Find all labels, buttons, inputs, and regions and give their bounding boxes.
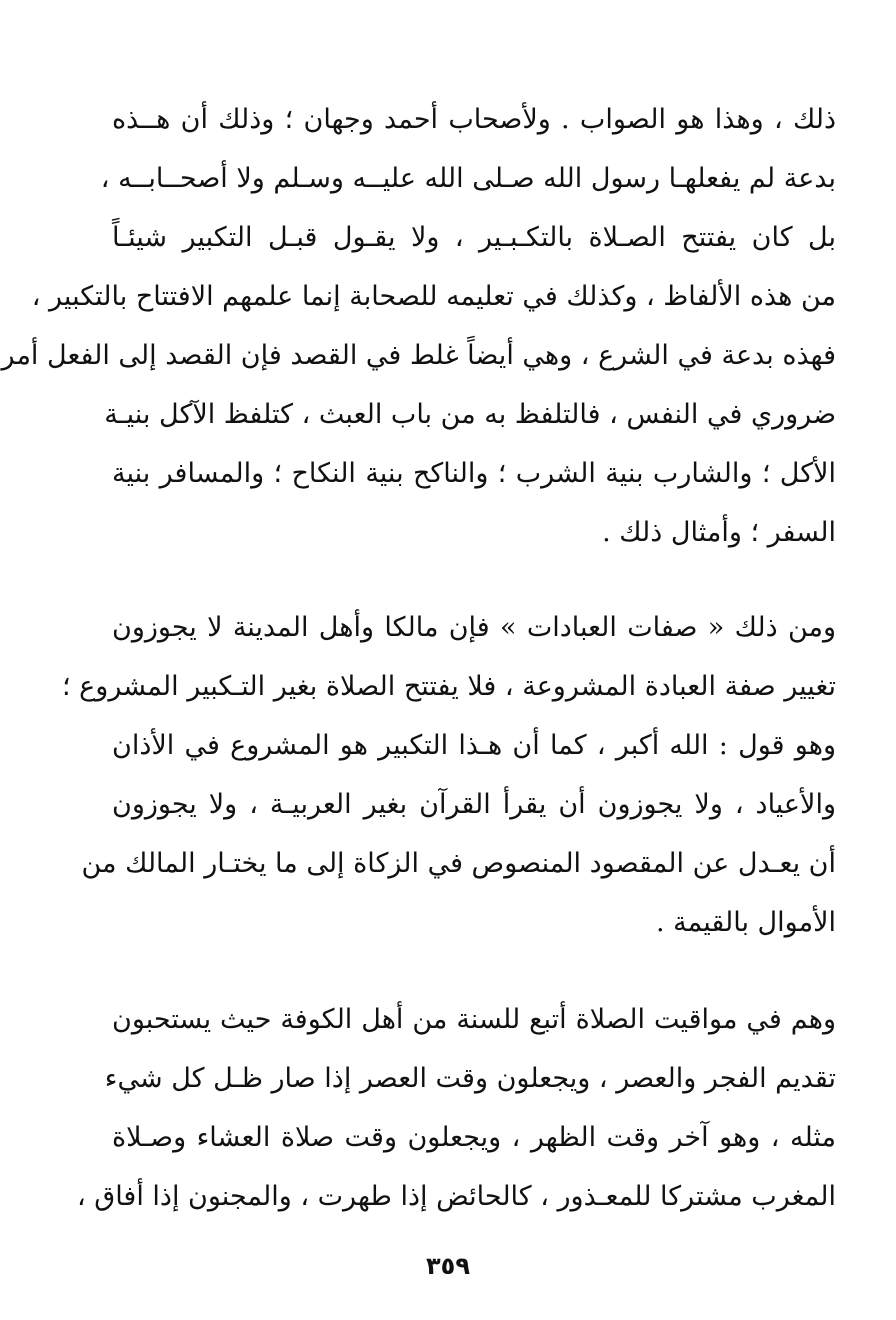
text-line: الأموال بالقيمة .: [655, 907, 836, 938]
text-line: تغيير صفة العبادة المشروعة ، فلا يفتتح الصلاة بغير التـكبير المشروع ؛: [62, 671, 836, 702]
page-number: ٣٥٩: [426, 1252, 470, 1280]
text-line: السفر ؛ وأمثال ذلك .: [602, 517, 836, 548]
text-line: من هذه الألفاظ ، وكذلك في تعليمه للصحابة إنما علمهم الافتتاح بالتكبير ،: [31, 281, 836, 312]
text-line: والأعياد ، ولا يجوزون أن يقرأ القرآن بغير العربيـة ، ولا يجوزون: [112, 789, 836, 820]
text-line: بل كان يفتتح الصـلاة بالتكـبـير ، ولا يقـول قبـل التكبير شيئـاً: [112, 222, 836, 253]
text-line: تقديم الفجر والعصر ، ويجعلون وقت العصر إذا صار ظـل كل شيء: [104, 1063, 836, 1094]
text-line: المغرب مشتركا للمعـذور ، كالحائض إذا طهرت ، والمجنون إذا أفاق ،: [76, 1181, 836, 1212]
text-line: بدعة لم يفعلهـا رسول الله صـلى الله عليــه وسـلم ولا أصحــابــه ،: [100, 163, 836, 194]
text-line: وهم في مواقيت الصلاة أتبع للسنة من أهل الكوفة حيث يستحبون: [112, 1004, 836, 1035]
paragraph-2: [62, 598, 836, 952]
text-line: مثله ، وهو آخر وقت الظهر ، ويجعلون وقت صلاة العشاء وصـلاة: [112, 1122, 836, 1153]
text-line: ومن ذلك « صفات العبادات » فإن مالكا وأهل المدينة لا يجوزون: [112, 612, 836, 643]
text-line: الأكل ؛ والشارب بنية الشرب ؛ والناكح بنية النكاح ؛ والمسافر بنية: [112, 458, 836, 489]
text-line: فهذه بدعة في الشرع ، وهي أيضاً غلط في القصد فإن القصد إلى الفعل أمر: [1, 340, 836, 371]
paragraph-1: [1, 90, 836, 562]
text-line: وهو قول : الله أكبر ، كما أن هـذا التكبير هو المشروع في الأذان: [112, 730, 836, 761]
paragraph-3: [76, 990, 836, 1226]
text-line: ذلك ، وهذا هو الصواب . ولأصحاب أحمد وجهان ؛ وذلك أن هــذه: [112, 104, 836, 135]
text-line: أن يعـدل عن المقصود المنصوص في الزكاة إلى ما يختـار المالك من: [81, 848, 836, 879]
text-line: ضروري في النفس ، فالتلفظ به من باب العبث ، كتلفظ الآكل بنيـة: [104, 399, 836, 430]
